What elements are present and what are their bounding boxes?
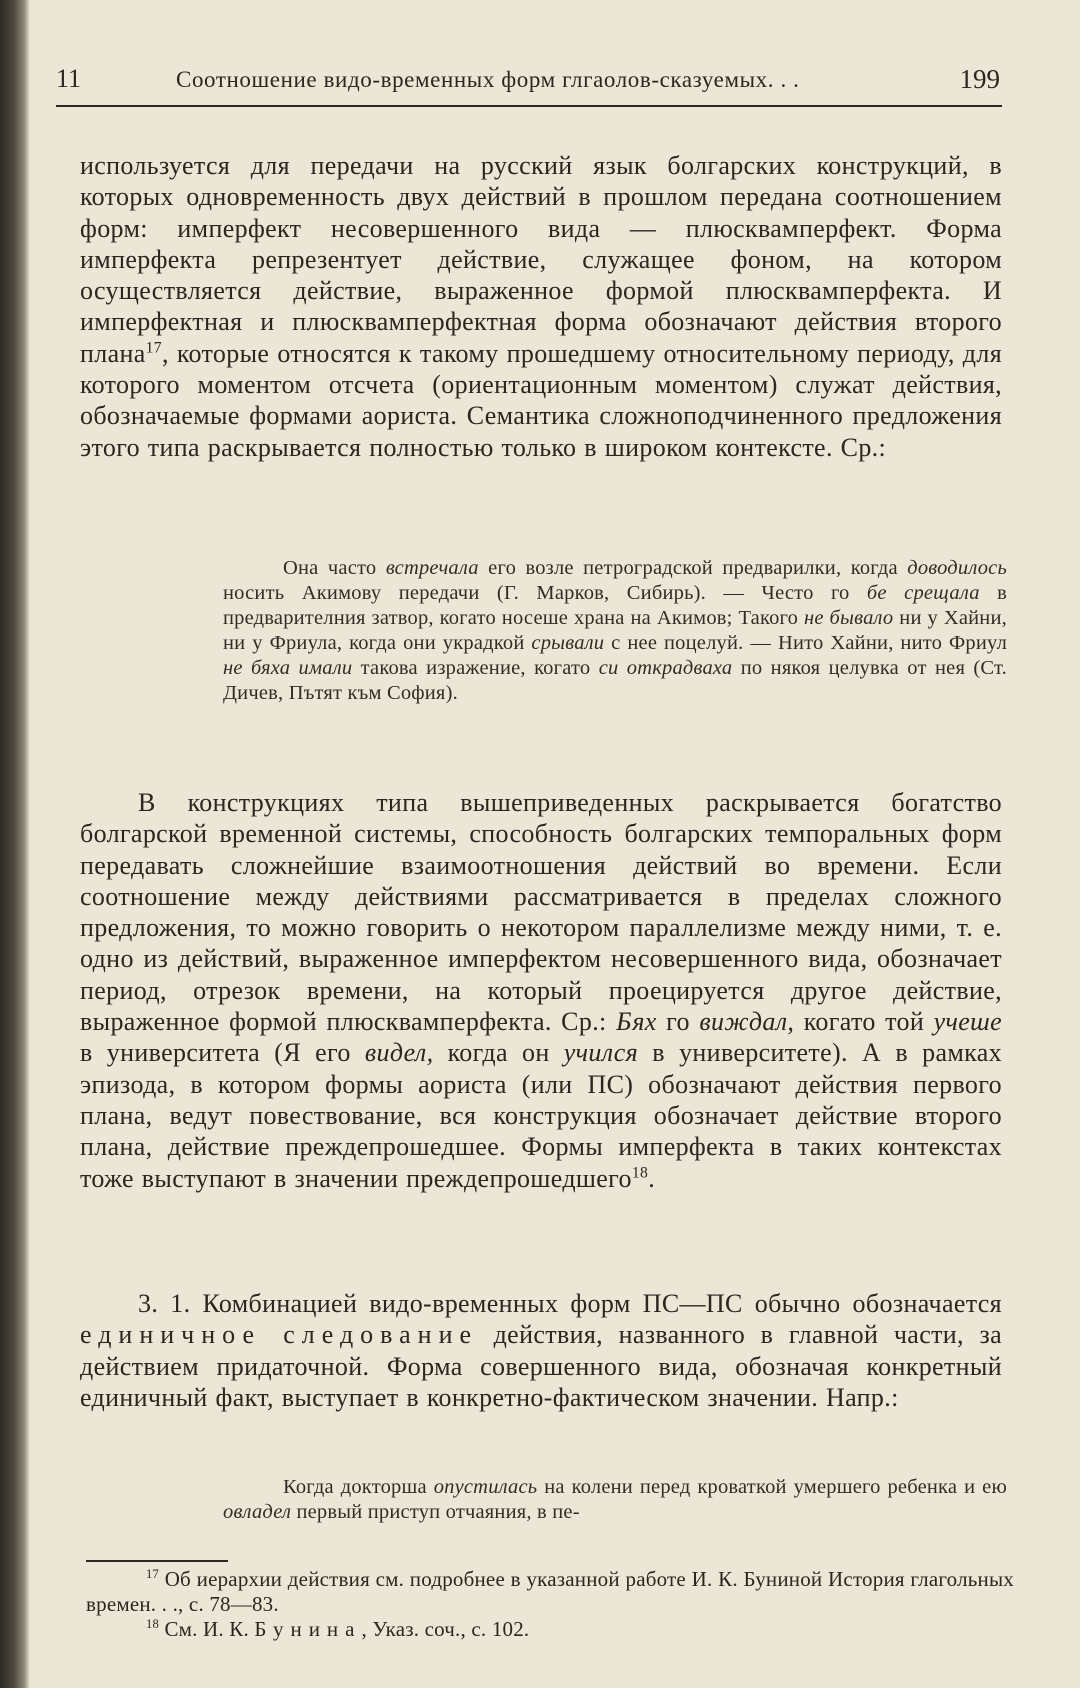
running-header: [56, 64, 1002, 102]
footnote-18: $^{18}$ См. И. К. Бунина, Указ. соч., с. 102.: [86, 1617, 1014, 1642]
page-number: 199: [959, 64, 1000, 94]
footnote-rule: [86, 1560, 228, 1562]
footnote-mark-17: 17: [146, 1567, 159, 1581]
footnote-mark-18: 18: [146, 1617, 159, 1631]
footnote-ref-18: 18: [631, 1163, 649, 1181]
footnote-17: $^{17}$ Об иерархии действия см. подробнее в указанной работе И. К. Буниной История глагольных времен. . ., с. 78—83.: [86, 1567, 1014, 1616]
running-title: Соотношение видо-временных форм глгаолов-сказуемых. . .: [176, 67, 800, 92]
example-quote-2: Когда докторша опустилась на колени перед кроваткой умершего ребенка и ею овладел первый приступ отчаяния, в пе-: [223, 1476, 1007, 1523]
example-quote-1: Она часто встречала его возле петроградской предварилки, когда доводилось носить Акимову передачи (Г. Марков, Сибирь). — Често го бе срещала в предварителния затвор, когато носеше храна на Акимов; Такого не бывало ни у Хайни, ни у Фриула, когда они украдкой срывали с нее поцелуй. — Нито Хайни, нито Фриул не бяха имали такова изражение, когато си открадваха по някоя целувка от нея (Ст. Дичев, Пътят към София).: [223, 557, 1007, 704]
body-paragraph-3: 3. 1. Комбинацией видо-временных форм ПС—ПС обычно обозначается единичное следование действия, названного в главной части, за действием придаточной. Форма совершенного вида, обозначая конкретный единичный факт, выступает в конкретно-фактическом значении. Напр.:: [80, 1289, 1002, 1412]
body-paragraph-1: используется для передачи на русский язык болгарских конструкций, в которых одновременность двух действий в прошлом передана соотношением форм: имперфект несовершенного вида — плюсквамперфект. Форма имперфекта репрезентует действие, служащее фоном, на котором осуществляется действие, выраженное формой плюсквамперфекта. И имперфектная и плюсквамперфектная форма обозначают действия второго плана$^{17}$, которые относятся к такому прошедшему относительному периоду, для которого моментом отсчета (ориентационным моментом) служат действия, обозначаемые формами аориста. Семантика сложноподчиненного предложения этого типа раскрывается полностью только в широком контексте. Ср.:: [80, 151, 1002, 462]
spaced-author: Бунина: [254, 1617, 362, 1641]
spaced-term: единичное следование: [80, 1320, 479, 1350]
footnote-ref-17: 17: [145, 339, 162, 357]
body-paragraph-2: В конструкциях типа вышеприведенных раскрывается богатство болгарской временной системы, способность болгарских темпоральных форм передавать сложнейшие взаимоотношения действий во времени. Если соотношение между действиями рассматривается в пределах сложного предложения, то можно говорить о некотором параллелизме между ними, т. е. одно из действий, выраженное имперфектом несовершенного вида, обозначает период, отрезок времени, на который проецируется другое действие, выраженное формой плюсквамперфекта. Ср.: Бях го виждал, когато той учеше в университета (Я его видел, когда он учился в университете). А в рамках эпизода, в котором формы аориста (или ПС) обозначают действия первого плана, ведут повествование, вся конструкция обозначает действие второго плана, действие преждепрошедшее. Формы имперфекта в таких контекстах тоже выступают в значении преждепрошедшего$^{18}$.: [80, 788, 1002, 1193]
chapter-number: 11: [56, 64, 82, 93]
header-rule: [56, 105, 1002, 107]
